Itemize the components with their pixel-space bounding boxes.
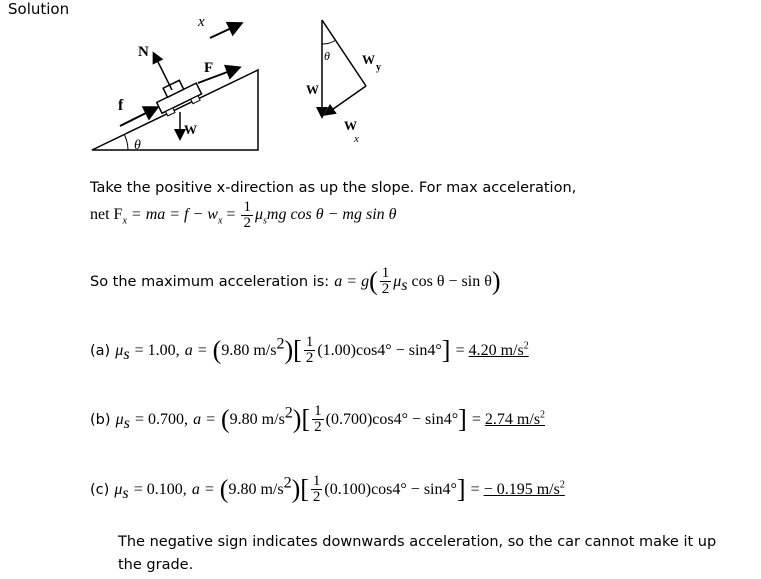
- eq1-fraction: [241, 200, 253, 231]
- W-label: W: [184, 122, 197, 137]
- wx-label: W: [344, 118, 357, 133]
- f-label: f: [118, 97, 124, 114]
- part-c-mu-value: = 0.100,: [133, 481, 187, 498]
- w-label: W: [306, 82, 319, 97]
- page-heading: Solution: [8, 0, 70, 18]
- eq2-frac-num: 1: [381, 265, 390, 281]
- eq1-frac-den: 2: [243, 215, 251, 231]
- F-label: F: [204, 60, 214, 76]
- part-b-mu-value: = 0.700,: [134, 411, 189, 428]
- eq1-part4: mg cos θ − mg sin θ: [266, 206, 397, 224]
- eq2-fraction: [380, 266, 392, 297]
- eq1-mu: μ: [254, 206, 263, 224]
- N-label: N: [138, 44, 149, 60]
- equation-net-force: [90, 200, 397, 231]
- part-c-result: − 0.195 $m/s^2$: [483, 479, 565, 498]
- part-a-label: (a): [90, 343, 111, 359]
- wx-vector: [326, 86, 366, 114]
- part-a-a-eq: a =: [184, 342, 208, 359]
- x-direction-arrow: [210, 24, 240, 38]
- part-b-coef: (0.700): [325, 411, 373, 428]
- eq1-frac-num: 1: [243, 199, 251, 215]
- part-c-coef: (0.100): [324, 481, 372, 498]
- part-a-mu-value: = 1.00,: [134, 342, 180, 359]
- part-c-label: (c): [90, 482, 110, 498]
- part-a-frac-num: 1: [305, 334, 314, 350]
- eq1-lhs: net F: [90, 206, 123, 224]
- part-b-label: (b): [90, 412, 111, 428]
- part-c: (c) $\mu_s = 0.100$, a = (9.80 $m/s^2$)[ $\frac{1}{2}$ (0.100)cos4° − sin4°] = − 0.195 $m/s^2$: [90, 473, 565, 505]
- car-body: [152, 74, 203, 118]
- eq1-part1: = ma = f − w: [126, 206, 218, 224]
- part-a-result: 4.20 $m/s^2$: [468, 340, 529, 359]
- x-label: x: [198, 14, 205, 30]
- part-b-g: 9.80 m/s: [229, 411, 285, 428]
- part-a-coef: (1.00): [317, 342, 356, 359]
- theta-label: θ: [134, 138, 141, 153]
- part-b-a-eq: a =: [193, 411, 216, 428]
- part-c-trig: cos4° − sin4°: [371, 481, 457, 498]
- eq1-part1-sub: x: [217, 215, 223, 227]
- eq1-part2: =: [222, 206, 240, 224]
- eq2-mu-sub: s: [401, 277, 408, 295]
- eq1-mu-sub: s: [262, 215, 267, 227]
- eq1-lhs-sub: x: [122, 215, 127, 227]
- part-a: (a) $\mu_s = 1.00$, a = (9.80 $m/s^2$)[ $\frac{1}{2}$ (1.00)cos4° − sin4°] = 4.20 $m/s^2$: [90, 334, 529, 366]
- max-text: So the maximum acceleration is:: [90, 274, 330, 290]
- part-b-frac-den: 2: [314, 419, 322, 435]
- part-b-result: 2.74 $m/s^2$: [484, 409, 546, 428]
- part-b: (b) $\mu_s = 0.700$, a = (9.80 $m/s^2$)[ $\frac{1}{2}$ (0.700)cos4° − sin4°] = 2.74 $m/s^2$: [90, 403, 546, 435]
- wx-sub: x: [354, 133, 359, 145]
- part-a-trig: cos4° − sin4°: [355, 342, 442, 359]
- part-c-g: 9.80 m/s: [228, 481, 284, 498]
- friction-force-arrow: [120, 108, 156, 126]
- part-b-frac-num: 1: [314, 403, 322, 419]
- part-c-frac-num: 1: [312, 473, 321, 489]
- part-c-a-eq: a =: [191, 481, 215, 498]
- eq2-frac-den: 2: [381, 281, 390, 297]
- part-b-trig: cos4° − sin4°: [372, 411, 459, 428]
- part-c-frac-den: 2: [312, 489, 321, 505]
- normal-force-arrow: [154, 54, 172, 90]
- part-a-frac-den: 2: [305, 350, 314, 366]
- part-a-g: 9.80 m/s: [221, 342, 277, 359]
- eq2-rest: cos θ − sin θ: [407, 273, 492, 290]
- triangle-theta-label: θ: [324, 49, 330, 63]
- eq2-mu: μ: [393, 273, 402, 290]
- wy-sub: y: [376, 62, 381, 73]
- incline-diagram: [80, 8, 400, 158]
- conclusion-text: The negative sign indicates downwards acceleration, so the car cannot make it up the grade.: [118, 534, 717, 573]
- intro-text: Take the positive x-direction as up the slope. For max acceleration,: [90, 180, 577, 196]
- eq2-lhs: a = g: [334, 273, 370, 290]
- wy-label: W: [362, 52, 375, 67]
- max-acceleration-line: So the maximum acceleration is: a = g( $\frac{1}{2}$ $\mu_s$ cos θ − sin θ): [90, 265, 501, 297]
